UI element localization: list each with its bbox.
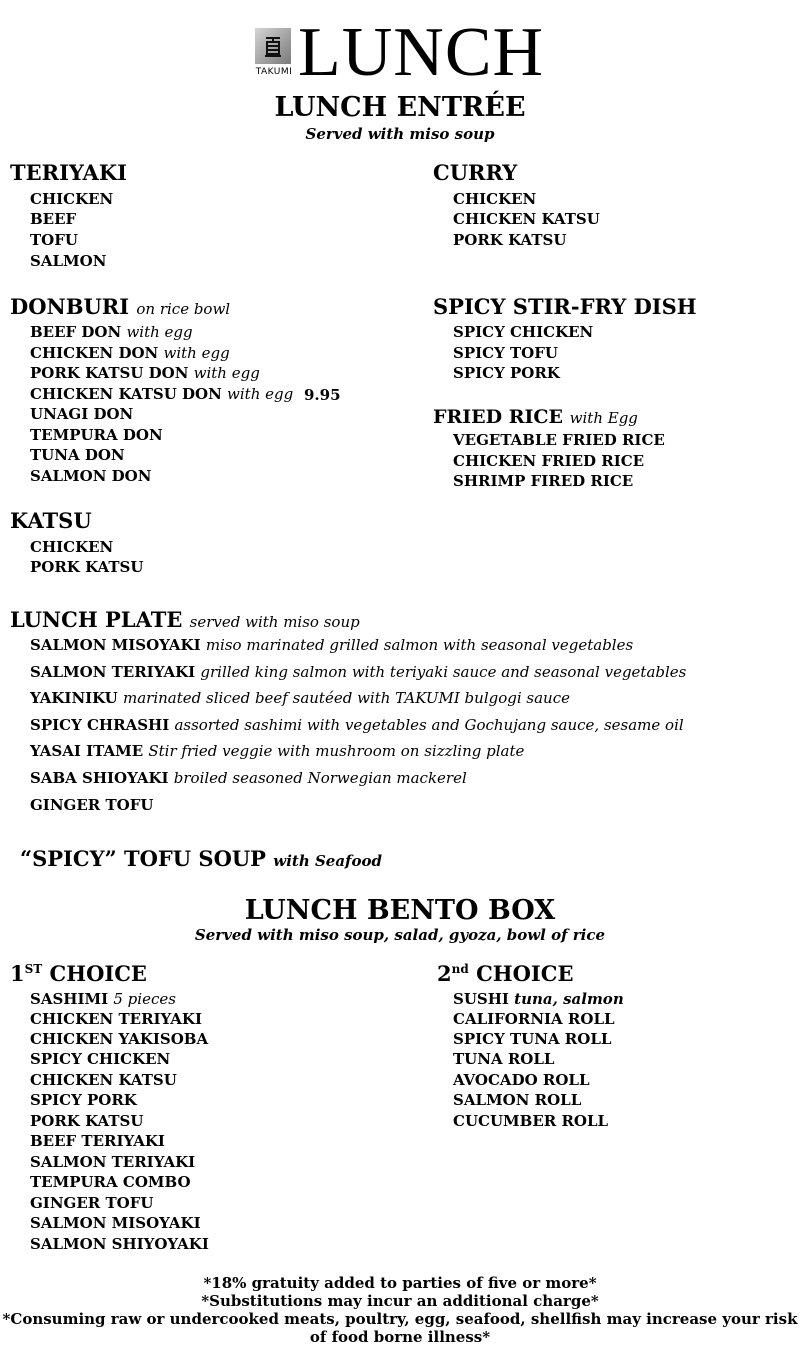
donburi-price: 9.95: [304, 386, 341, 404]
second-choice-sup: nd: [451, 962, 469, 976]
entree-subtitle: Served with miso soup: [305, 125, 495, 143]
plate-note: served with miso soup: [189, 613, 360, 631]
plate-item-name: SPICY CHRASHI: [30, 716, 170, 734]
plate-item: GINGER TOFU: [30, 796, 154, 814]
first-choice-item-name: SASHIMI: [30, 990, 109, 1008]
entree-title: LUNCH ENTRÉE: [274, 92, 526, 123]
teriyaki-item: TOFU: [30, 231, 78, 249]
teriyaki-heading: TERIYAKI: [10, 160, 127, 185]
plate-item-desc: grilled king salmon with teriyaki sauce and seasonal vegetables: [200, 663, 687, 681]
bento-subtitle: Served with miso soup, salad, gyoza, bowl of rice: [194, 926, 606, 944]
donburi-item: [30, 385, 293, 403]
first-choice-heading: [10, 961, 147, 986]
second-choice-item-name: SUSHI: [453, 990, 509, 1008]
plate-item: [30, 663, 686, 681]
donburi-item-note: with egg: [163, 344, 230, 362]
second-choice-item-note: tuna, salmon: [514, 990, 624, 1008]
donburi-item: TEMPURA DON: [30, 426, 163, 444]
donburi-item: [30, 344, 230, 362]
plate-item: [30, 636, 633, 654]
first-choice-item: GINGER TOFU: [30, 1194, 154, 1212]
footer-line: of food borne illness*: [309, 1328, 491, 1346]
first-choice-item: CHICKEN YAKISOBA: [30, 1030, 209, 1048]
donburi-item: [30, 323, 193, 341]
donburi-item-name: CHICKEN DON: [30, 344, 159, 362]
plate-item-name: YASAI ITAME: [30, 742, 144, 760]
footer-line: *Consuming raw or undercooked meats, poultry, egg, seafood, shellfish may increase your risk: [2, 1310, 798, 1328]
donburi-item: [30, 364, 260, 382]
plate-item-desc: marinated sliced beef sautéed with TAKUMI bulgogi sauce: [123, 689, 570, 707]
donburi-item-note: with egg: [126, 323, 193, 341]
page-title: LUNCH: [298, 14, 545, 91]
stirfry-item: SPICY CHICKEN: [453, 323, 594, 341]
first-choice-item: CHICKEN KATSU: [30, 1071, 177, 1089]
footer-line: *18% gratuity added to parties of five or more*: [203, 1274, 597, 1292]
first-choice-num: 1: [10, 961, 25, 986]
first-choice-item: CHICKEN TERIYAKI: [30, 1010, 202, 1028]
donburi-item-name: BEEF DON: [30, 323, 122, 341]
first-choice-sup: ST: [24, 962, 43, 976]
donburi-item-note: with egg: [227, 385, 294, 403]
friedrice-item: CHICKEN FRIED RICE: [453, 452, 645, 470]
second-choice-item: TUNA ROLL: [453, 1050, 555, 1068]
donburi-item: SALMON DON: [30, 467, 152, 485]
second-choice-label: CHOICE: [476, 961, 574, 986]
donburi-item-name: CHICKEN KATSU DON: [30, 385, 222, 403]
katsu-item: PORK KATSU: [30, 558, 144, 576]
plate-item: [30, 689, 570, 707]
plate-item-desc: assorted sashimi with vegetables and Gochujang sauce, sesame oil: [174, 716, 684, 734]
first-choice-item: TEMPURA COMBO: [30, 1173, 191, 1191]
plate-item-desc: Stir fried veggie with mushroom on sizzling plate: [148, 742, 525, 760]
first-choice-label: CHOICE: [49, 961, 147, 986]
footer-line: *Substitutions may incur an additional charge*: [201, 1292, 599, 1310]
second-choice-num: 2: [437, 961, 452, 986]
plate-heading: [10, 607, 360, 632]
plate-item-desc: broiled seasoned Norwegian mackerel: [173, 769, 467, 787]
donburi-item: UNAGI DON: [30, 405, 134, 423]
first-choice-item: SALMON SHIYOYAKI: [30, 1235, 209, 1253]
soup-heading: [20, 846, 382, 871]
soup-note: with Seafood: [273, 852, 383, 870]
second-choice-item: AVOCADO ROLL: [453, 1071, 590, 1089]
first-choice-item: SPICY CHICKEN: [30, 1050, 171, 1068]
stirfry-heading: SPICY STIR-FRY DISH: [433, 294, 697, 319]
second-choice-item: [453, 990, 624, 1008]
teriyaki-item: SALMON: [30, 252, 107, 270]
plate-item-desc: miso marinated grilled salmon with seasonal vegetables: [205, 636, 634, 654]
teriyaki-item: CHICKEN: [30, 190, 114, 208]
plate-item-name: SALMON MISOYAKI: [30, 636, 201, 654]
second-choice-item: SPICY TUNA ROLL: [453, 1030, 612, 1048]
curry-heading: CURRY: [433, 160, 518, 185]
stirfry-item: SPICY TOFU: [453, 344, 558, 362]
plate-item-name: YAKINIKU: [30, 689, 118, 707]
second-choice-heading: [437, 961, 573, 986]
first-choice-item: SALMON TERIYAKI: [30, 1153, 196, 1171]
plate-item: [30, 716, 684, 734]
plate-title: LUNCH PLATE: [10, 607, 183, 632]
first-choice-item: SPICY PORK: [30, 1091, 137, 1109]
first-choice-item: SALMON MISOYAKI: [30, 1214, 201, 1232]
katsu-heading: KATSU: [10, 508, 92, 533]
second-choice-item: SALMON ROLL: [453, 1091, 582, 1109]
friedrice-item: VEGETABLE FRIED RICE: [453, 431, 665, 449]
logo-text: TAKUMI: [255, 67, 293, 77]
footer-notes: [0, 1274, 800, 1346]
first-choice-item: PORK KATSU: [30, 1112, 144, 1130]
donburi-note: on rice bowl: [136, 300, 231, 318]
plate-item-name: SALMON TERIYAKI: [30, 663, 196, 681]
plate-item: [30, 769, 467, 787]
kanji-logo-icon: [255, 28, 291, 64]
second-choice-item: CUCUMBER ROLL: [453, 1112, 609, 1130]
plate-item-name: SABA SHIOYAKI: [30, 769, 169, 787]
donburi-item-name: PORK KATSU DON: [30, 364, 189, 382]
plate-item: [30, 742, 524, 760]
donburi-title: DONBURI: [10, 294, 130, 319]
friedrice-item: SHRIMP FIRED RICE: [453, 472, 634, 490]
katsu-item: CHICKEN: [30, 538, 114, 556]
donburi-item: TUNA DON: [30, 446, 125, 464]
donburi-item-note: with egg: [193, 364, 260, 382]
soup-title: “SPICY” TOFU SOUP: [20, 846, 266, 871]
first-choice-item-note: 5 pieces: [113, 990, 176, 1008]
teriyaki-item: BEEF: [30, 210, 77, 228]
donburi-heading: [10, 294, 230, 319]
first-choice-item: [30, 990, 176, 1008]
friedrice-title: FRIED RICE: [433, 406, 564, 428]
takumi-logo: [250, 28, 298, 80]
curry-item: PORK KATSU: [453, 231, 567, 249]
friedrice-heading: [433, 406, 638, 428]
second-choice-item: CALIFORNIA ROLL: [453, 1010, 615, 1028]
first-choice-item: BEEF TERIYAKI: [30, 1132, 165, 1150]
bento-title: LUNCH BENTO BOX: [244, 895, 556, 926]
curry-item: CHICKEN: [453, 190, 537, 208]
friedrice-note: with Egg: [569, 409, 638, 427]
curry-item: CHICKEN KATSU: [453, 210, 600, 228]
stirfry-item: SPICY PORK: [453, 364, 560, 382]
